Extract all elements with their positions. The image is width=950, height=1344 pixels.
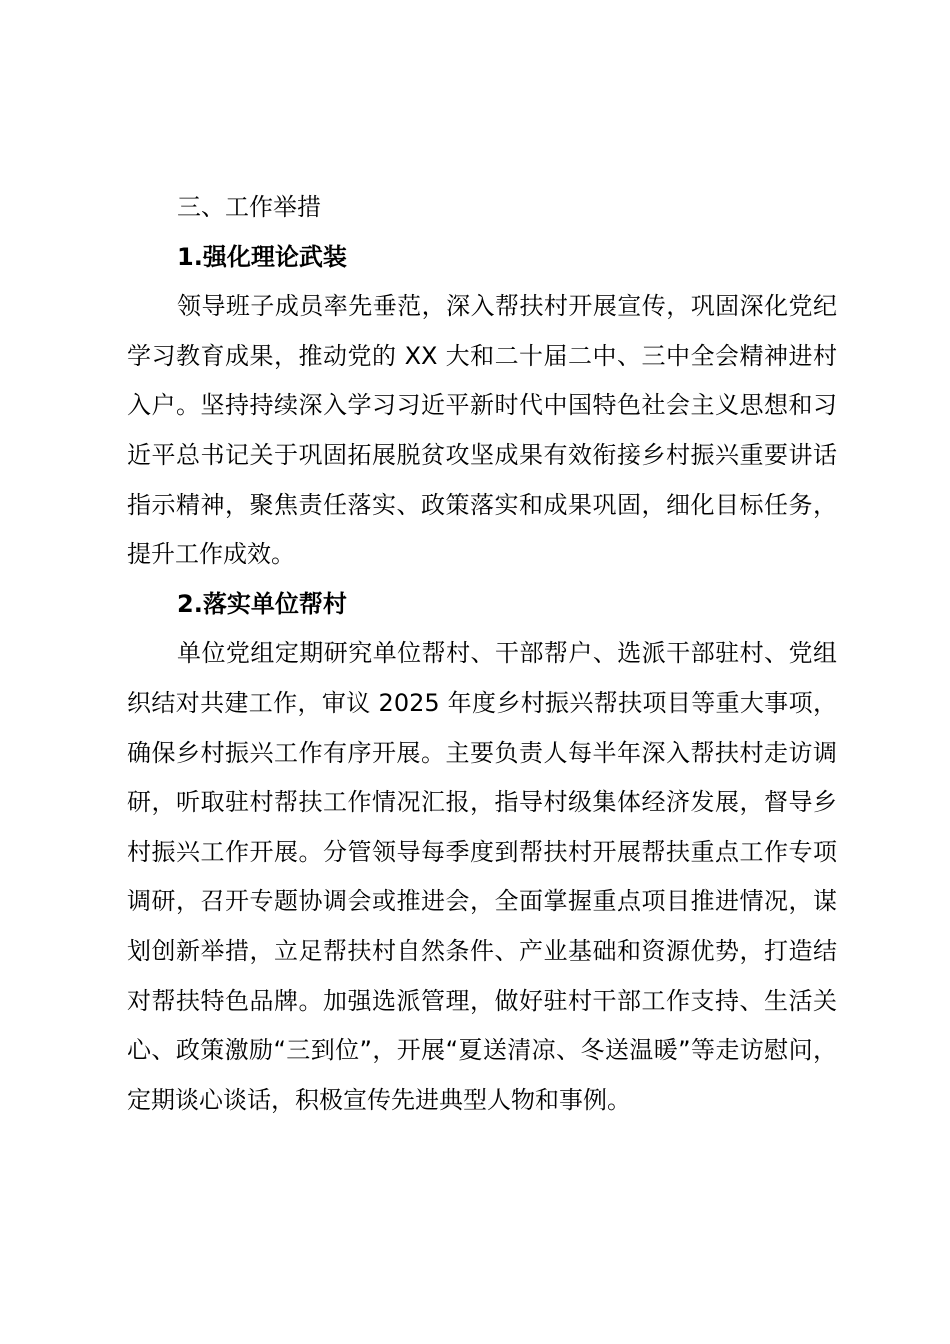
document-body xyxy=(127,183,837,1125)
subsection-heading-1: 1.强化理论武装 xyxy=(177,242,347,271)
subsection-heading-2: 2.落实单位帮村 xyxy=(177,589,347,618)
subsection-paragraph-1: 领导班子成员率先垂范，深入帮扶村开展宣传，巩固深化党纪学习教育成果，推动党的 XX 大和二十届二中、三中全会精神进村入户。坚持持续深入学习习近平新时代中国特色社会主义思想和习近平总书记关于巩固拓展脱贫攻坚成果有效衔接乡村振兴重要讲话指示精神，聚焦责任落实、政策落实和成果巩固，细化目标任务，提升工作成效。 xyxy=(127,292,837,569)
section-title: 三、工作举措 xyxy=(177,193,321,221)
subsection-paragraph-2: 单位党组定期研究单位帮村、干部帮户、选派干部驻村、党组织结对共建工作，审议 2025 年度乡村振兴帮扶项目等重大事项，确保乡村振兴工作有序开展。主要负责人每半年深入帮扶村走访调研，听取驻村帮扶工作情况汇报，指导村级集体经济发展，督导乡村振兴工作开展。分管领导每季度到帮扶村开展帮扶重点工作专项调研，召开专题协调会或推进会，全面掌握重点项目推进情况，谋划创新举措，立足帮扶村自然条件、产业基础和资源优势，打造结对帮扶特色品牌。加强选派管理，做好驻村干部工作支持、生活关心、政策激励“三到位”，开展“夏送清凉、冬送温暖”等走访慰问，定期谈心谈话，积极宣传先进典型人物和事例。 xyxy=(127,639,837,1114)
